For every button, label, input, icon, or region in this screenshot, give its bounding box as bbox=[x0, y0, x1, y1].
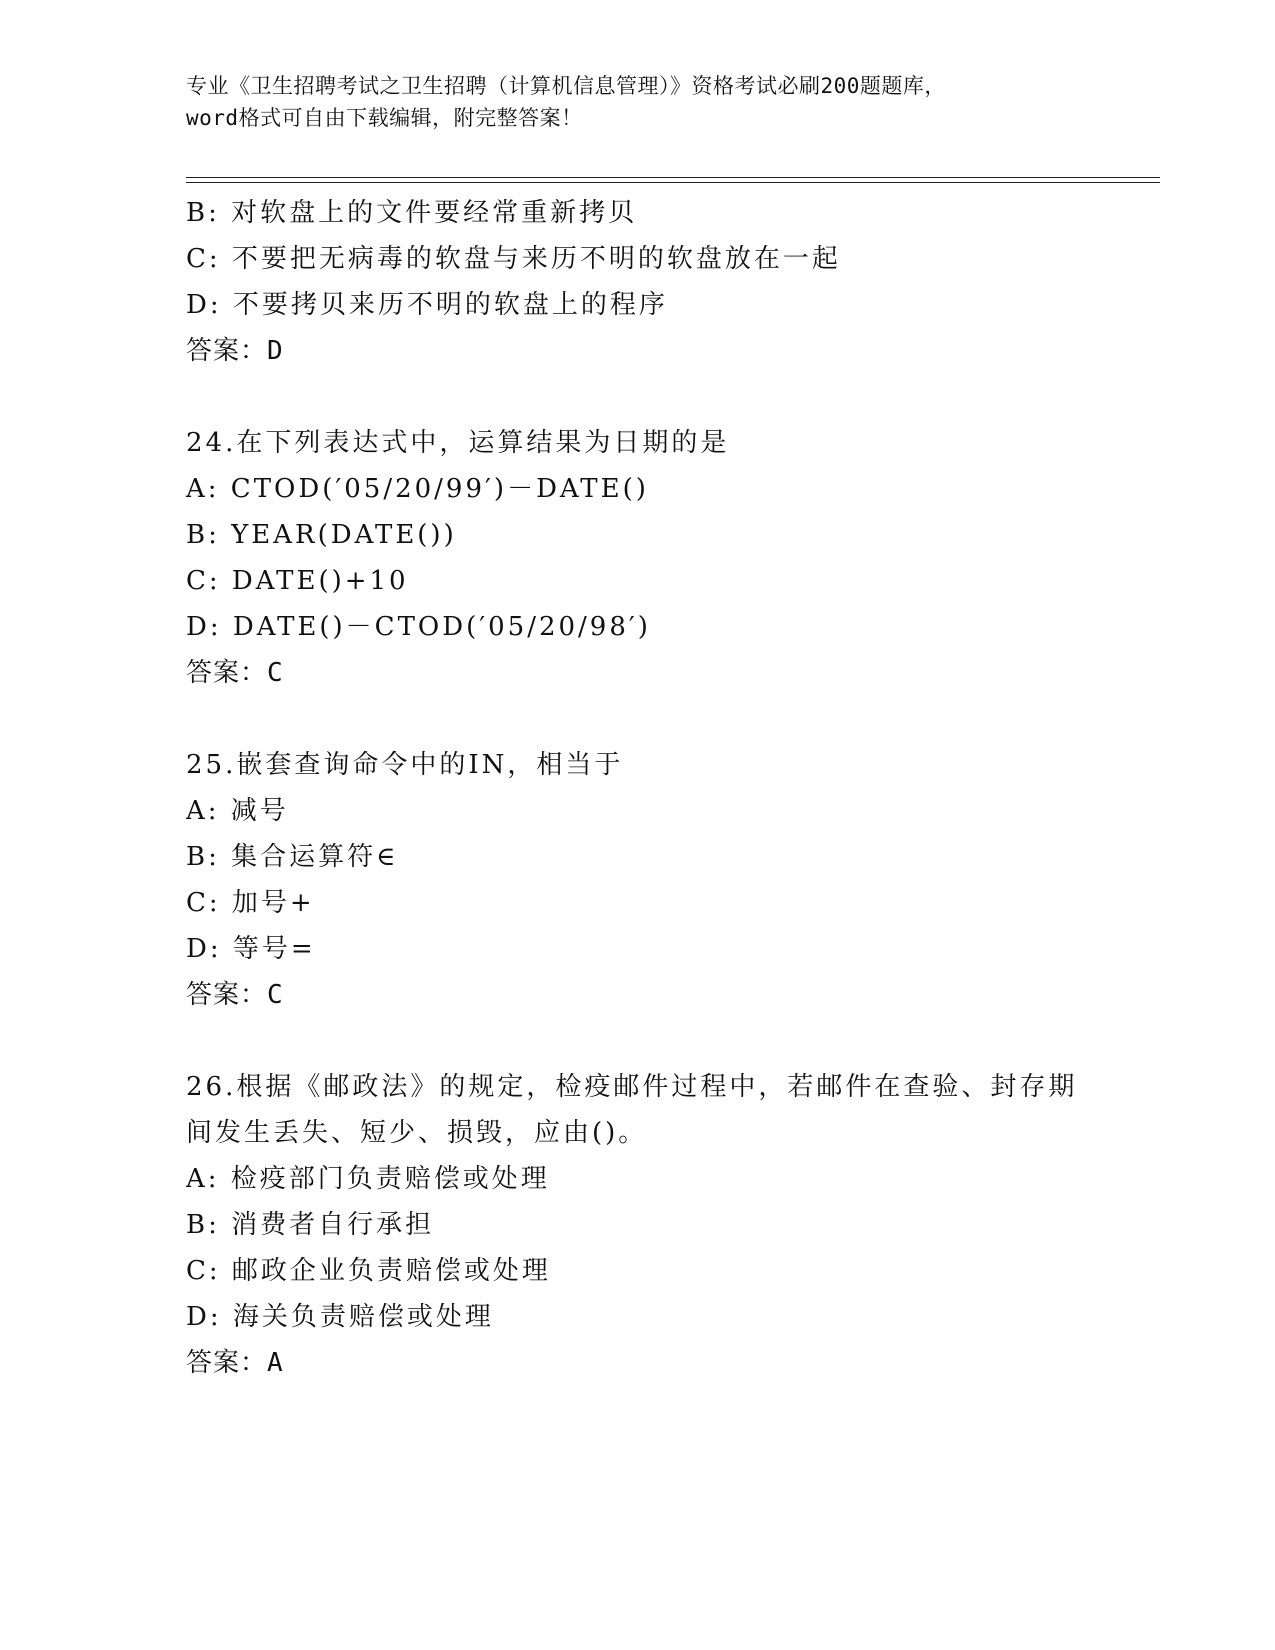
option-b: B: YEAR(DATE()) bbox=[186, 520, 457, 550]
option-b: B: 对软盘上的文件要经常重新拷贝 bbox=[186, 198, 638, 228]
header-title-line-1: 专业《卫生招聘考试之卫生招聘（计算机信息管理）》资格考试必刷200题题库， bbox=[186, 74, 946, 98]
option-c: C: 加号+ bbox=[186, 888, 315, 918]
question-block-26 bbox=[186, 1064, 1086, 1386]
option-a: A: 减号 bbox=[186, 796, 289, 826]
answer-label: 答案：D bbox=[186, 336, 284, 366]
question-list bbox=[186, 190, 1086, 1386]
option-c: C: 邮政企业负责赔偿或处理 bbox=[186, 1256, 551, 1286]
question-spacer bbox=[186, 1018, 1086, 1064]
option-d: D: DATE()－CTOD(′05/20/98′) bbox=[186, 612, 651, 642]
question-spacer bbox=[186, 374, 1086, 420]
option-d: D: 等号= bbox=[186, 934, 316, 964]
question-stem: 24.在下列表达式中，运算结果为日期的是 bbox=[186, 428, 730, 458]
question-block-25 bbox=[186, 742, 1086, 1018]
question-stem: 26.根据《邮政法》的规定，检疫邮件过程中，若邮件在查验、封存期 bbox=[186, 1072, 1078, 1102]
option-a: A: 检疫部门负责赔偿或处理 bbox=[186, 1164, 550, 1194]
answer-label: 答案：A bbox=[186, 1348, 284, 1378]
header-divider-top bbox=[186, 177, 1160, 178]
question-spacer bbox=[186, 696, 1086, 742]
option-a: A: CTOD(′05/20/99′)－DATE() bbox=[186, 474, 649, 504]
question-block-24 bbox=[186, 420, 1086, 696]
question-block-23-tail bbox=[186, 190, 1086, 374]
option-b: B: 消费者自行承担 bbox=[186, 1210, 435, 1240]
question-stem: 25.嵌套查询命令中的IN，相当于 bbox=[186, 750, 624, 780]
answer-label: 答案：C bbox=[186, 658, 284, 688]
option-c: C: 不要把无病毒的软盘与来历不明的软盘放在一起 bbox=[186, 244, 841, 274]
header-title-line-2: word格式可自由下载编辑，附完整答案！ bbox=[186, 106, 583, 130]
option-d: D: 海关负责赔偿或处理 bbox=[186, 1302, 494, 1332]
answer-label: 答案：C bbox=[186, 980, 284, 1010]
question-stem-continued: 间发生丢失、短少、损毁，应由()。 bbox=[186, 1118, 648, 1148]
header-divider-bottom bbox=[186, 182, 1160, 183]
option-c: C: DATE()+10 bbox=[186, 566, 409, 596]
option-b: B: 集合运算符∈ bbox=[186, 842, 399, 872]
document-header bbox=[186, 70, 1086, 134]
option-d: D: 不要拷贝来历不明的软盘上的程序 bbox=[186, 290, 668, 320]
